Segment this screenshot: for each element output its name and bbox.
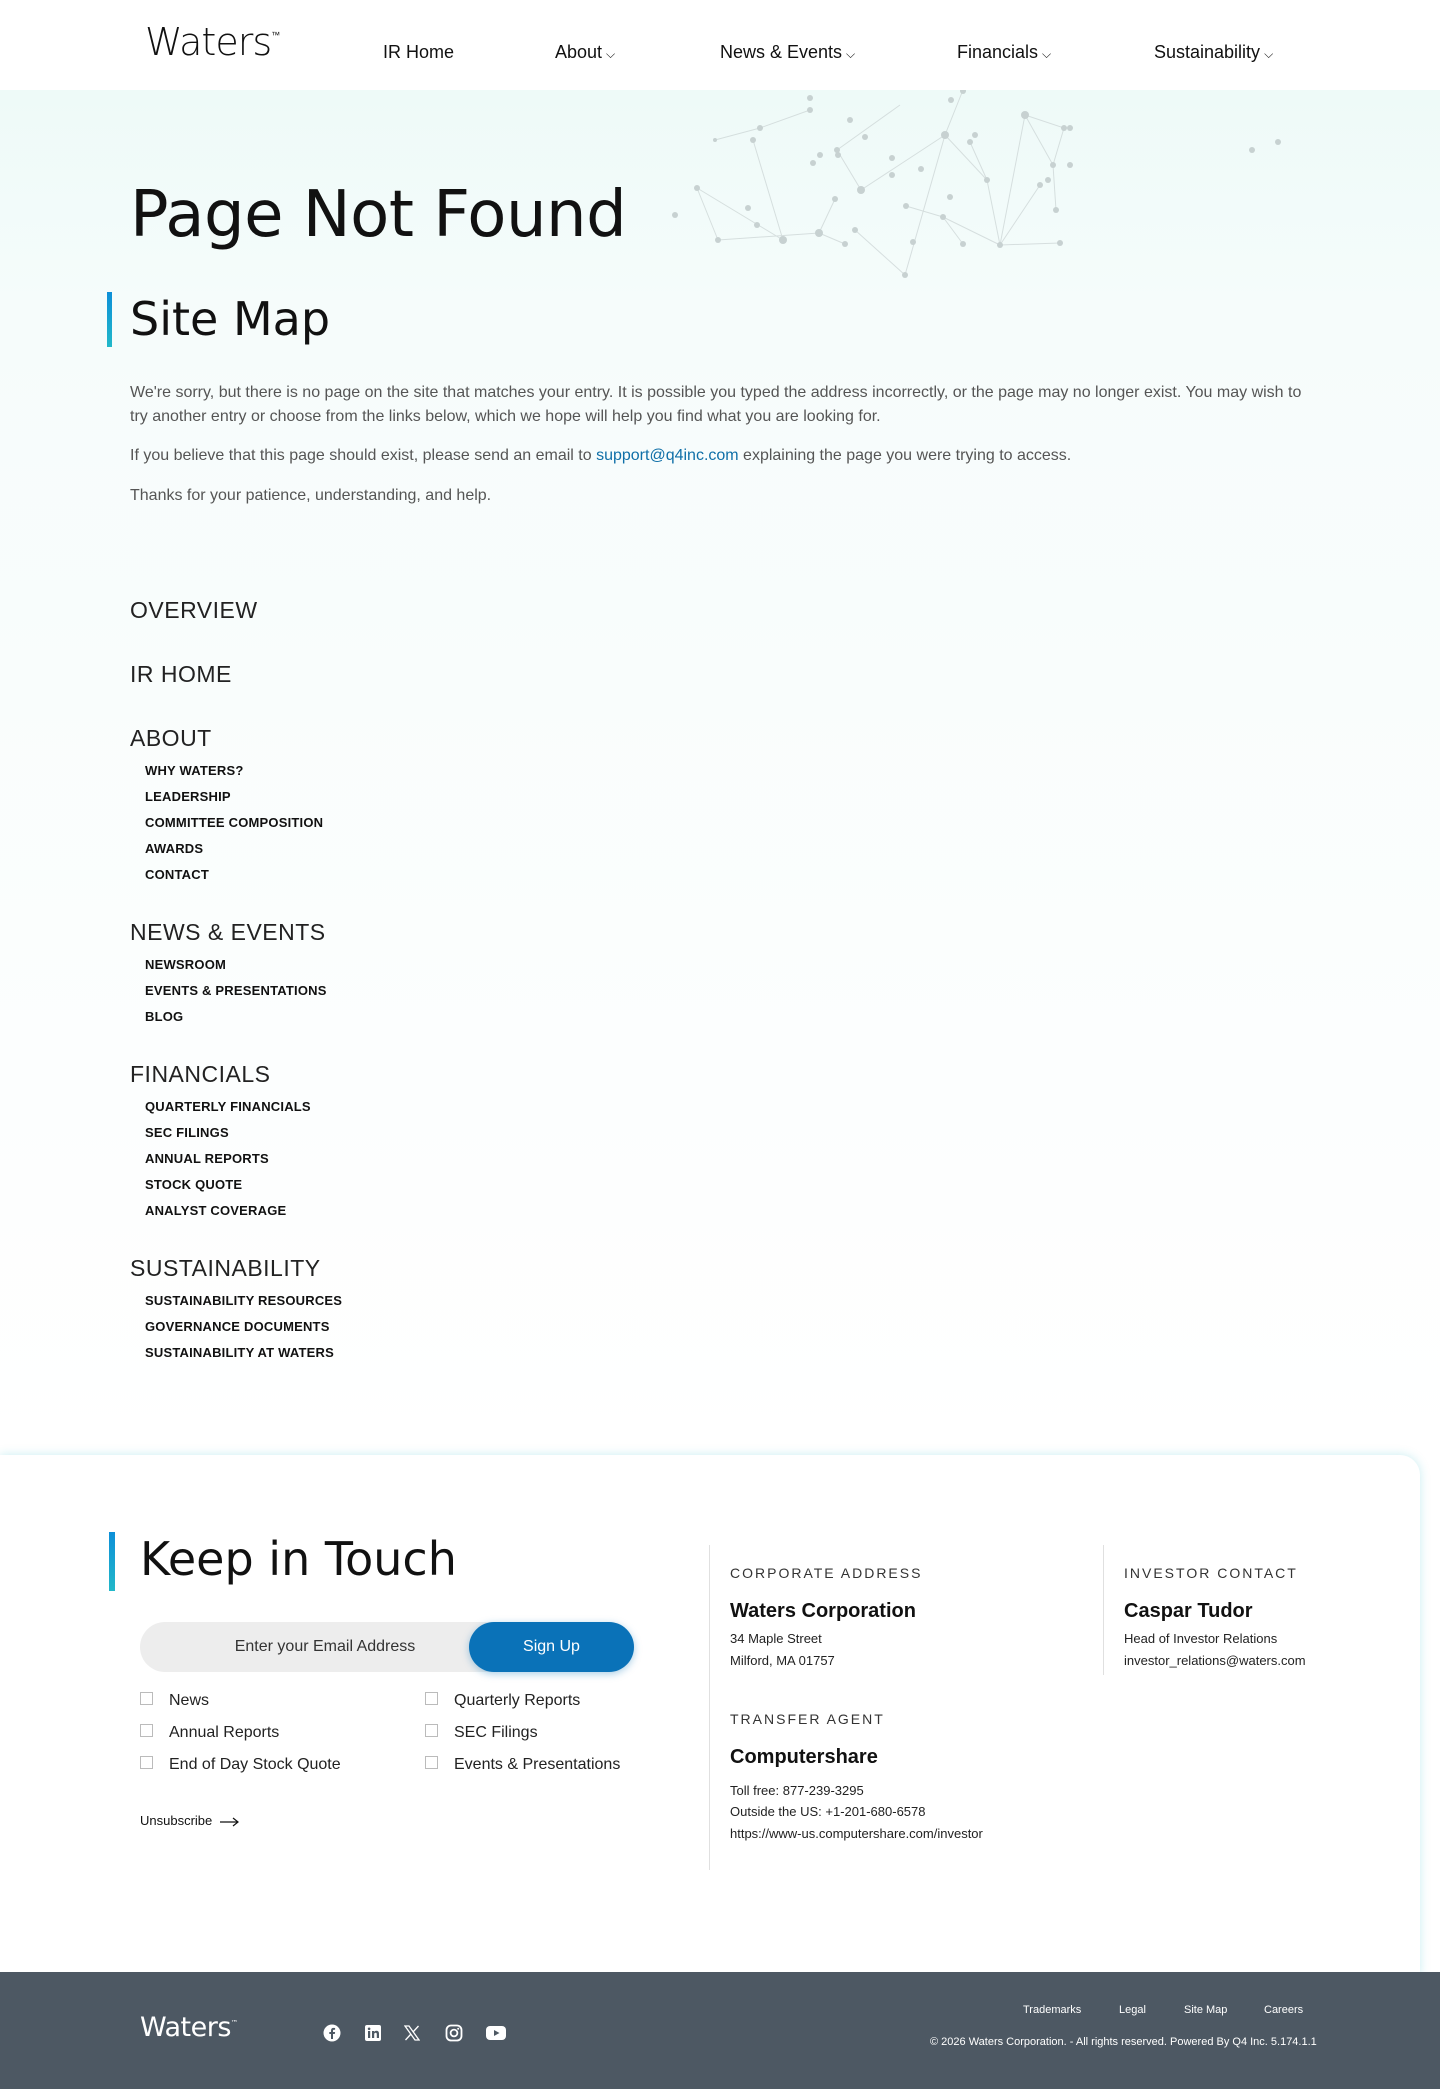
waters-logo[interactable]: Waters™: [145, 20, 281, 64]
column-divider: [709, 1545, 710, 1870]
checkbox-icon[interactable]: [140, 1692, 153, 1705]
checkbox-icon[interactable]: [425, 1756, 438, 1769]
accent-bar: [109, 1532, 115, 1591]
investor-contact-email[interactable]: investor_relations@waters.com: [1124, 1653, 1306, 1668]
footer-link-site-map[interactable]: Site Map: [1184, 2004, 1228, 2016]
checkbox-end-of-day-stock-quote[interactable]: End of Day Stock Quote: [140, 1756, 341, 1774]
sitemap-contact-text: If you believe that this page should exist, please send an email to support@q4inc.com explaining the page you were trying to access.: [130, 447, 1072, 464]
checkbox-sec-filings[interactable]: SEC Filings: [425, 1724, 538, 1742]
transfer-agent-url[interactable]: https://www-us.computershare.com/investor: [730, 1826, 983, 1841]
email-signup-form: [140, 1622, 634, 1672]
site-header: [0, 0, 1440, 90]
transfer-agent-name: Computershare: [730, 1746, 878, 1768]
sitemap-link[interactable]: EVENTS & PRESENTATIONS: [145, 983, 327, 998]
footer-link-trademarks[interactable]: Trademarks: [1023, 2004, 1082, 2016]
footer-copyright: © 2026 Waters Corporation. - All rights reserved. Powered By Q4 Inc. 5.174.1.1: [930, 2036, 1317, 2048]
nav-sustainability[interactable]: Sustainability ⌵: [1154, 41, 1274, 62]
checkbox-quarterly-reports[interactable]: Quarterly Reports: [425, 1692, 580, 1710]
checkbox-icon[interactable]: [140, 1724, 153, 1737]
sitemap-link[interactable]: LEADERSHIP: [145, 789, 231, 804]
footer-link-careers[interactable]: Careers: [1264, 2004, 1304, 2016]
sitemap-section-about[interactable]: ABOUT: [130, 725, 212, 751]
column-divider: [1103, 1545, 1104, 1675]
transfer-agent-phone-intl: Outside the US: +1-201-680-6578: [730, 1804, 926, 1819]
nav-financials[interactable]: Financials ⌵: [957, 41, 1052, 62]
investor-contact-title: Head of Investor Relations: [1124, 1631, 1278, 1646]
page-title: Page Not Found: [130, 178, 627, 252]
footer-link-legal[interactable]: Legal: [1119, 2004, 1146, 2016]
email-input[interactable]: [140, 1622, 510, 1672]
sitemap-section-ir-home[interactable]: IR HOME: [130, 661, 232, 687]
checkbox-news[interactable]: News: [140, 1692, 209, 1710]
transfer-agent-label: TRANSFER AGENT: [730, 1711, 885, 1727]
network-graphic: [660, 90, 1300, 280]
corporate-name: Waters Corporation: [730, 1600, 916, 1622]
checkbox-icon[interactable]: [140, 1756, 153, 1769]
linkedin-icon[interactable]: [362, 2024, 384, 2042]
sitemap-link[interactable]: ANNUAL REPORTS: [145, 1151, 269, 1166]
sitemap-link[interactable]: SUSTAINABILITY AT WATERS: [145, 1345, 334, 1360]
youtube-icon[interactable]: [485, 2024, 507, 2042]
corporate-address-label: CORPORATE ADDRESS: [730, 1565, 923, 1581]
sitemap-title: Site Map: [130, 292, 331, 346]
keep-in-touch-title: Keep in Touch: [140, 1532, 457, 1586]
sitemap-link[interactable]: SUSTAINABILITY RESOURCES: [145, 1293, 343, 1308]
sitemap-link[interactable]: COMMITTEE COMPOSITION: [145, 815, 324, 830]
nav-news-events[interactable]: News & Events ⌵: [720, 41, 856, 62]
sign-up-button[interactable]: Sign Up: [469, 1622, 634, 1672]
investor-contact-label: INVESTOR CONTACT: [1124, 1565, 1298, 1581]
sitemap-section-news-events[interactable]: NEWS & EVENTS: [130, 919, 326, 945]
arrow-right-icon: [220, 1817, 240, 1827]
sitemap-link[interactable]: WHY WATERS?: [145, 763, 244, 778]
sitemap-link[interactable]: QUARTERLY FINANCIALS: [145, 1099, 311, 1114]
sitemap-link[interactable]: CONTACT: [145, 867, 209, 882]
checkbox-icon[interactable]: [425, 1724, 438, 1737]
sitemap-link[interactable]: NEWSROOM: [145, 957, 227, 972]
sitemap-intro-text: We're sorry, but there is no page on the site that matches your entry. It is possible you typed the address incorrectly, or the page may no longer exist. You may wish to try another entry or choose from the links below, which we hope will help you find what you are looking for.: [130, 384, 1302, 425]
sitemap-link[interactable]: AWARDS: [145, 841, 204, 856]
unsubscribe-link[interactable]: Unsubscribe: [140, 1813, 240, 1828]
accent-bar: [107, 292, 112, 347]
sitemap-section-financials[interactable]: FINANCIALS: [130, 1061, 271, 1087]
sitemap-link[interactable]: STOCK QUOTE: [145, 1177, 243, 1192]
sitemap-link[interactable]: ANALYST COVERAGE: [145, 1203, 287, 1218]
chevron-down-icon: ⌵: [846, 46, 856, 61]
checkbox-events-presentations[interactable]: Events & Presentations: [425, 1756, 620, 1774]
corporate-address-line: Milford, MA 01757: [730, 1653, 835, 1668]
sitemap-thanks-text: Thanks for your patience, understanding, and help.: [130, 487, 492, 504]
sitemap-link[interactable]: BLOG: [145, 1009, 184, 1024]
checkbox-annual-reports[interactable]: Annual Reports: [140, 1724, 279, 1742]
footer-waters-logo[interactable]: Waters™: [140, 2012, 238, 2043]
sitemap-section-sustainability[interactable]: SUSTAINABILITY: [130, 1255, 321, 1281]
sitemap-link[interactable]: SEC FILINGS: [145, 1125, 229, 1140]
sitemap-section-overview[interactable]: OVERVIEW: [130, 597, 258, 623]
nav-ir-home[interactable]: IR Home: [383, 41, 455, 62]
support-email-link[interactable]: support@q4inc.com: [596, 447, 739, 464]
facebook-icon[interactable]: [321, 2024, 343, 2042]
corporate-address-line: 34 Maple Street: [730, 1631, 822, 1646]
transfer-agent-phone: Toll free: 877-239-3295: [730, 1783, 864, 1798]
chevron-down-icon: ⌵: [1042, 46, 1052, 61]
checkbox-icon[interactable]: [425, 1692, 438, 1705]
chevron-down-icon: ⌵: [606, 46, 616, 61]
instagram-icon[interactable]: [443, 2024, 465, 2042]
investor-contact-name: Caspar Tudor: [1124, 1600, 1253, 1622]
sitemap-link[interactable]: GOVERNANCE DOCUMENTS: [145, 1319, 330, 1334]
nav-about[interactable]: About ⌵: [555, 41, 616, 62]
x-icon[interactable]: [401, 2024, 423, 2042]
chevron-down-icon: ⌵: [1264, 46, 1274, 61]
